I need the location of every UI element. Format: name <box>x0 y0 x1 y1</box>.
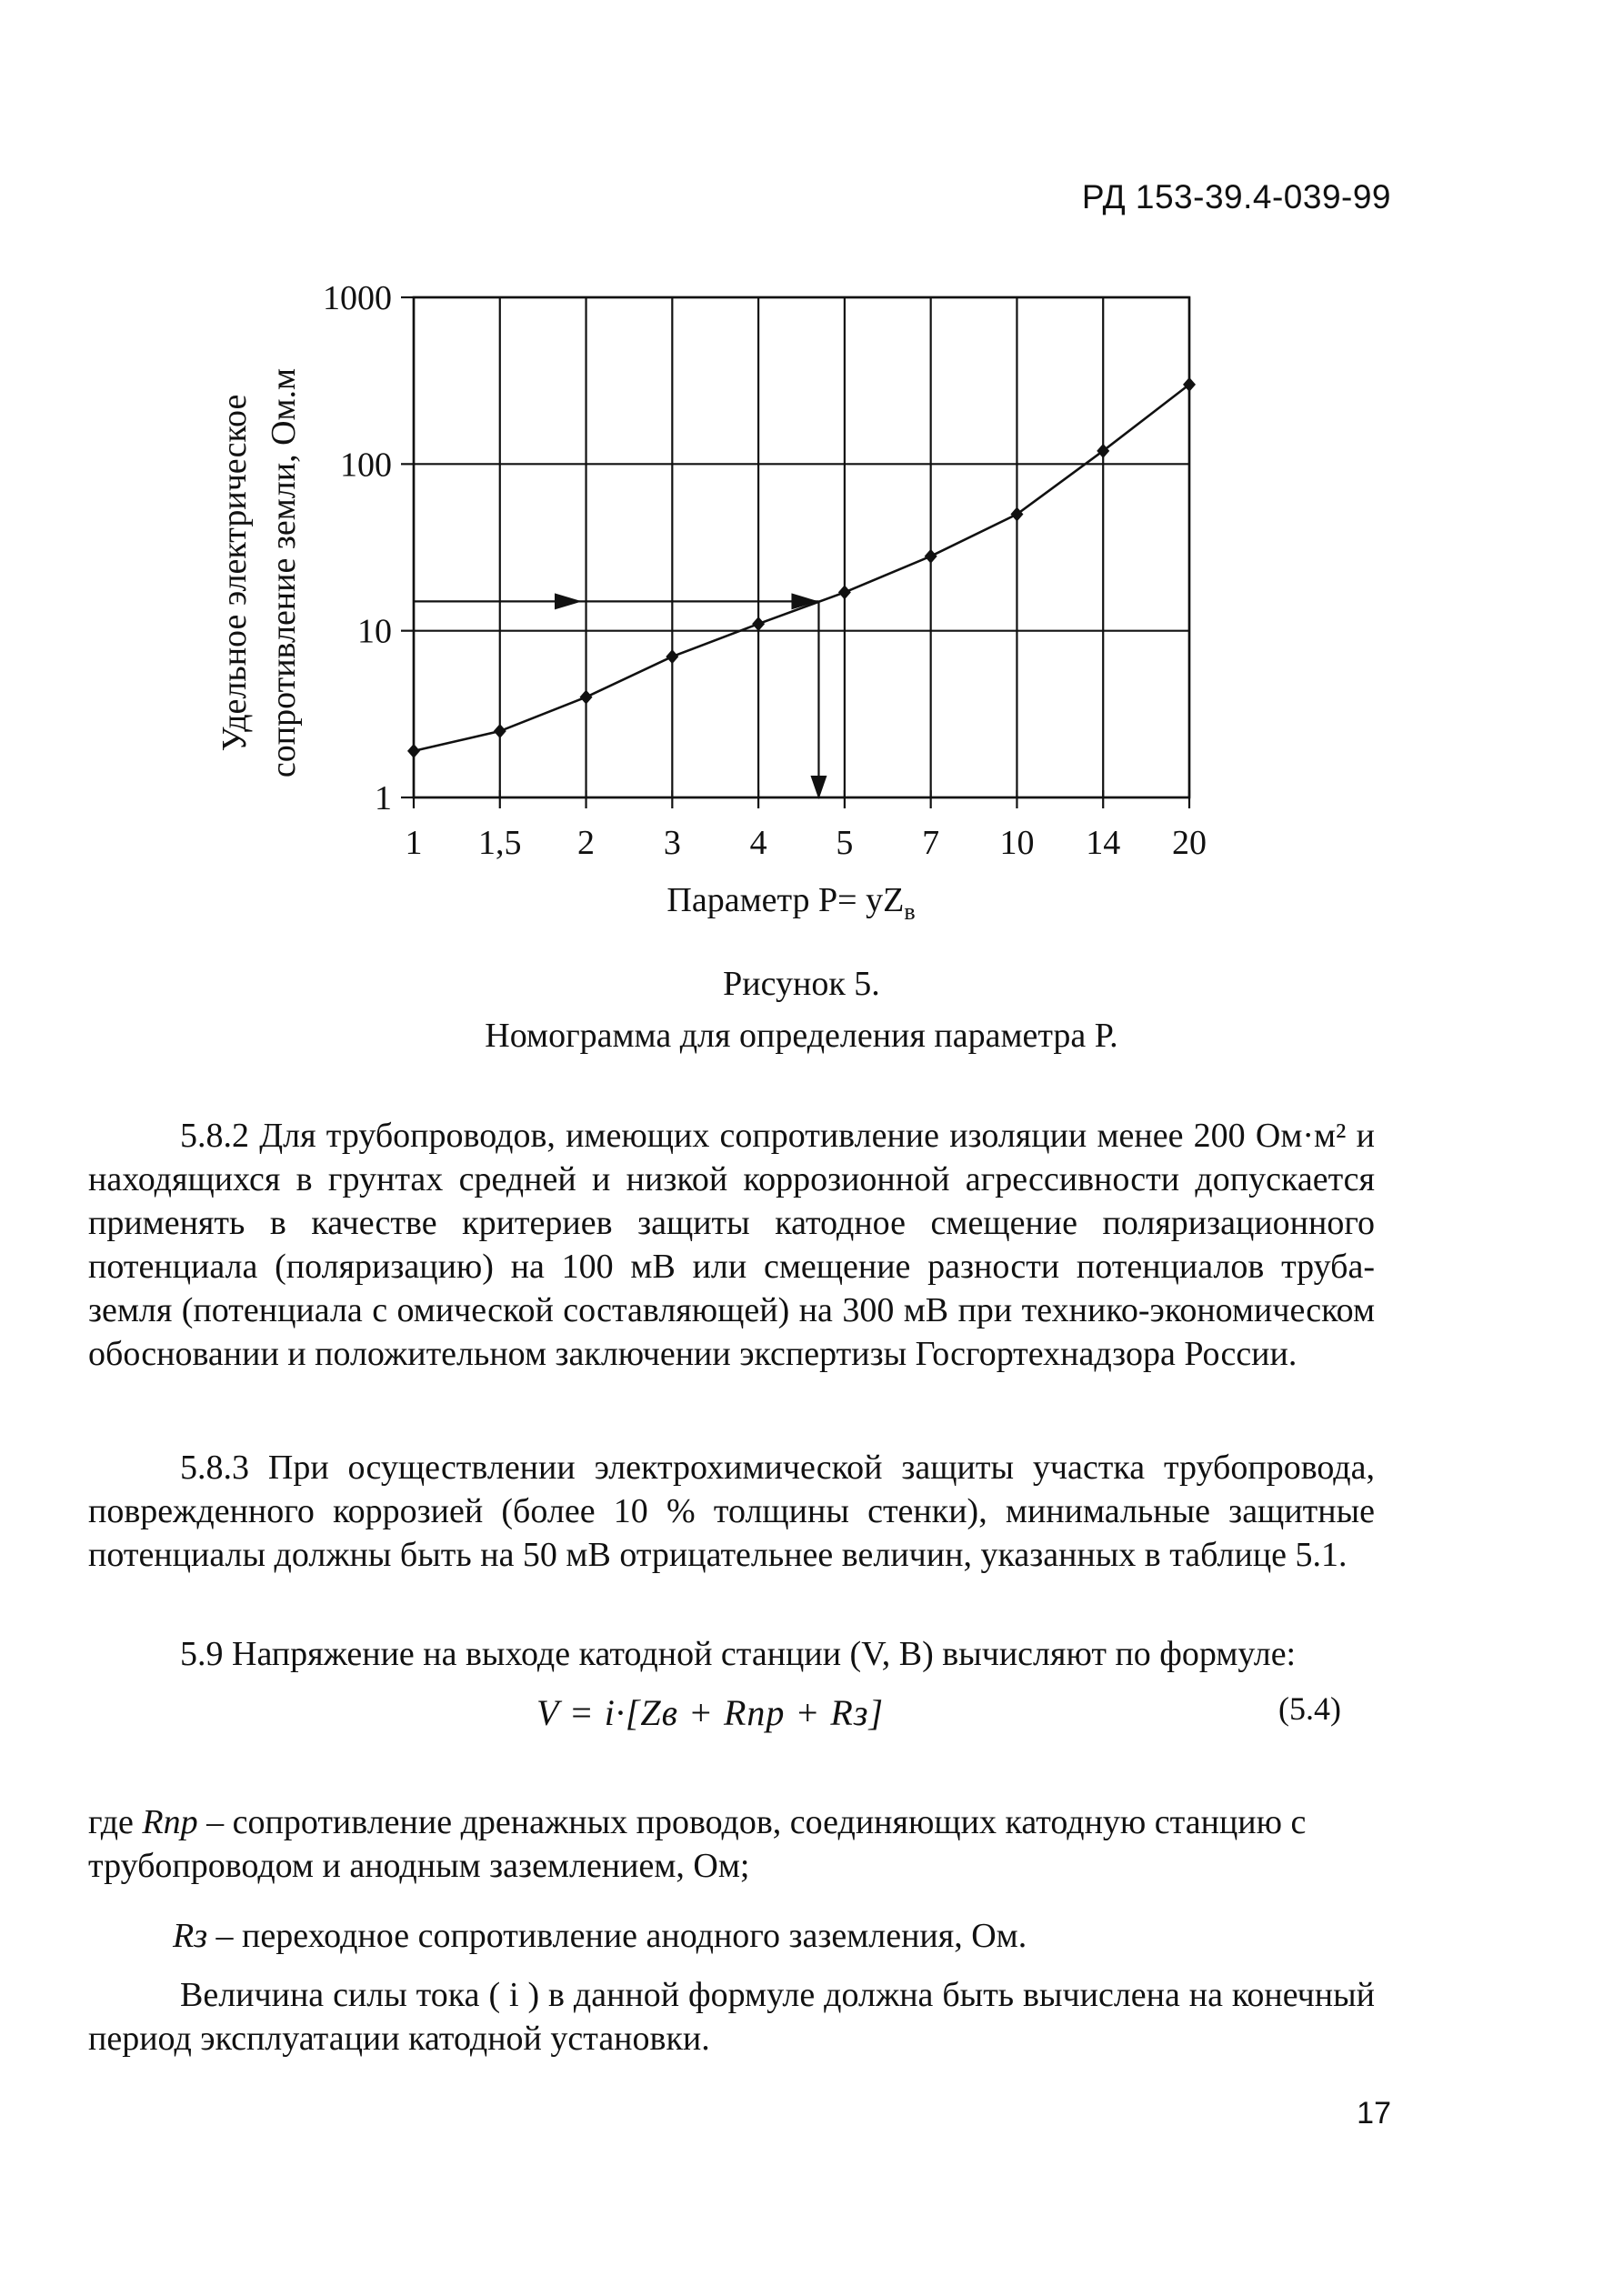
x-tick-label: 20 <box>1172 824 1207 862</box>
x-tick-label: 7 <box>922 824 940 862</box>
y-tick-label: 1 <box>375 779 392 817</box>
data-point <box>666 649 678 664</box>
x-tick-label: 3 <box>663 824 681 862</box>
y-tick-label: 1000 <box>323 279 392 317</box>
document-code: РД 153-39.4-039-99 <box>1081 178 1391 216</box>
x-tick-label: 4 <box>749 824 767 862</box>
x-tick-label: 5 <box>836 824 854 862</box>
example-lookup-arrows <box>414 593 827 799</box>
formula: V = i·[Zв + Rпр + Rз] <box>536 1692 885 1733</box>
series-line <box>414 385 1189 751</box>
data-point <box>925 549 937 564</box>
data-point <box>1010 507 1023 522</box>
y-axis-label-line1: Удельное электрическое <box>215 394 254 752</box>
chart-axes <box>401 297 1189 808</box>
arrowhead <box>555 593 582 609</box>
x-axis-label-subscript: в <box>904 898 916 925</box>
where-symbol-2: Rз <box>173 1917 208 1955</box>
paragraph-5-9: 5.9 Напряжение на выходе катодной станции (V, В) вычисляют по формуле: <box>180 1635 1297 1673</box>
figure-title: Номограмма для определения параметра Р. <box>485 1017 1118 1055</box>
where-symbol-1: Rпр <box>142 1803 198 1841</box>
paragraph-5-8-3: 5.8.3 При осуществлении электрохимической защиты участка трубопровода, поврежденного коррозией (более 10 % толщины стенки), минимальные защитные потенциалы должны быть на 50 мВ отрицательнее величин, указанных в таблице 5.1. <box>88 1449 1375 1574</box>
x-tick-label: 1 <box>405 824 423 862</box>
paragraph-5-8-2: 5.8.2 Для трубопроводов, имеющих сопротивление изоляции менее 200 Ом·м² и находящихся в грунтах средней и низкой коррозионной агрессивности допускается применять в качестве критериев защиты катодное смещение поляризационного потенциала (поляризацию) на 100 мВ или смещение разности потенциалов труба-земля (потенциала с омической составляющей) на 300 мВ при технико-экономическом обосновании и положительном заключении экспертизы Госгортехнадзора России. <box>88 1117 1375 1373</box>
data-point <box>838 585 851 599</box>
chart-grid <box>414 297 1189 797</box>
data-point <box>1183 377 1196 392</box>
data-point <box>494 724 506 738</box>
chart-series <box>407 377 1196 758</box>
where-word: где <box>88 1803 134 1841</box>
x-tick-labels <box>406 824 1207 862</box>
data-point <box>580 690 593 705</box>
equation-number: (5.4) <box>1278 1690 1341 1727</box>
where-text-1: – сопротивление дренажных проводов, соединяющих катодную станцию с трубопроводом и анодным заземлением, Ом; <box>88 1803 1307 1885</box>
page-number: 17 <box>1357 2096 1391 2131</box>
data-point <box>1097 444 1109 458</box>
x-tick-label: 14 <box>1086 824 1121 862</box>
final-paragraph: Величина силы тока ( i ) в данной формуле должна быть вычислена на конечный период эксплуатации катодной установки. <box>88 1976 1375 2058</box>
plot-frame <box>414 297 1189 797</box>
data-point <box>752 617 765 631</box>
data-point <box>407 744 420 758</box>
x-tick-label: 2 <box>577 824 596 862</box>
where-item-1 <box>88 1800 1379 1888</box>
x-tick-label: 10 <box>999 824 1035 862</box>
nomogram-chart <box>0 0 1603 964</box>
figure-caption: Рисунок 5. <box>723 965 880 1003</box>
x-tick-label: 1,5 <box>478 824 522 862</box>
where-text-2: – переходное сопротивление анодного заземления, Ом. <box>215 1917 1027 1955</box>
where-item-2 <box>173 1914 1382 1958</box>
y-tick-labels <box>323 279 392 817</box>
y-axis-label-line2: сопротивление земли, Ом.м <box>265 367 303 778</box>
arrowhead <box>810 776 827 799</box>
y-tick-label: 100 <box>340 446 392 485</box>
x-axis-label: Параметр $Р= yZ_в$ <box>666 881 916 925</box>
y-tick-label: 10 <box>357 612 392 651</box>
